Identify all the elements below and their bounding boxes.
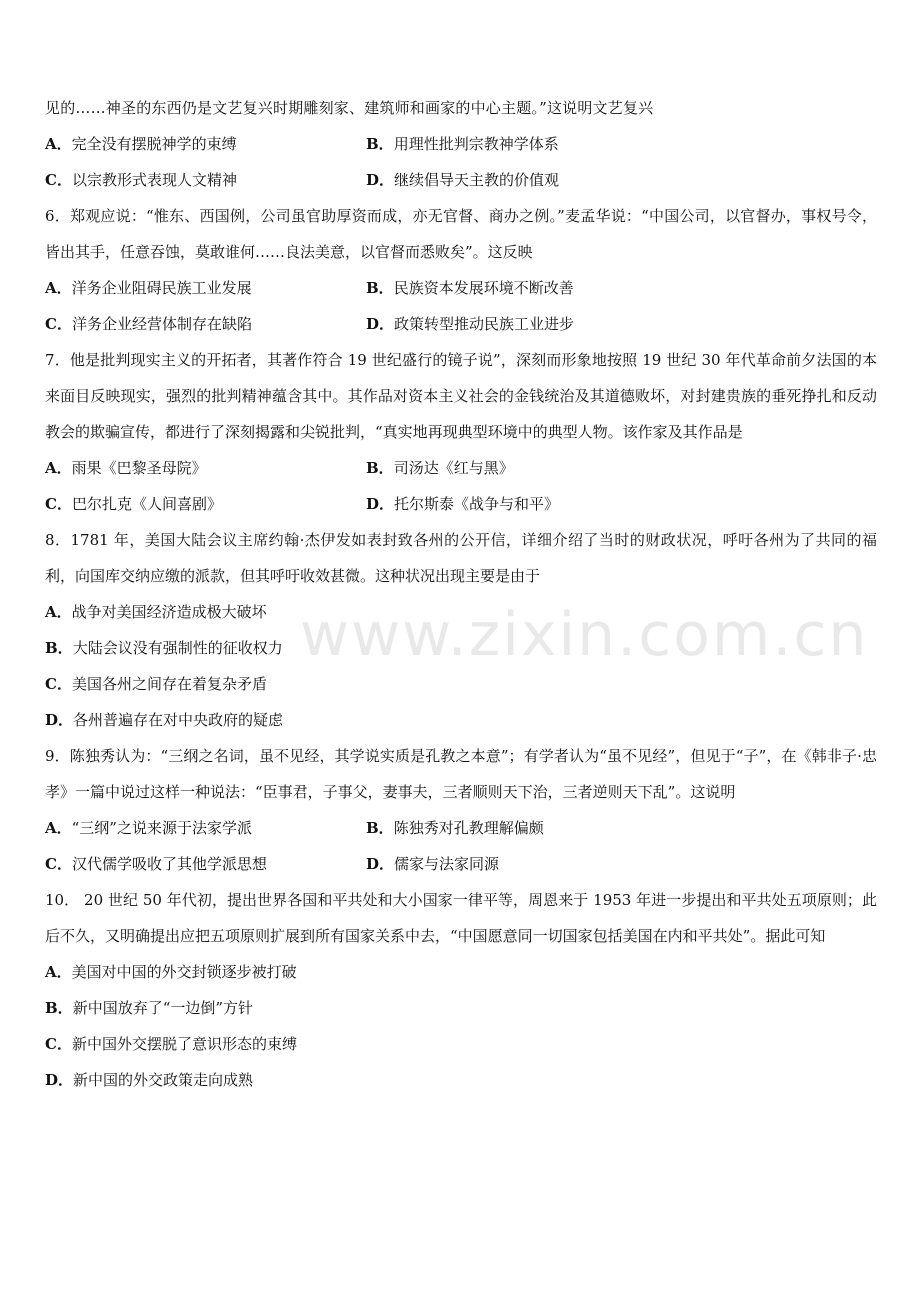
q7-options-row-2 xyxy=(45,486,877,522)
q9-option-c[interactable] xyxy=(45,846,366,882)
q5-option-a[interactable] xyxy=(45,126,366,162)
option-letter: C． xyxy=(45,171,72,189)
option-text: 美国各州之间存在着复杂矛盾 xyxy=(71,675,267,693)
option-text: 新中国放弃了“一边倒”方针 xyxy=(72,999,254,1017)
q9-option-b[interactable] xyxy=(366,810,687,846)
q5-options-row-2 xyxy=(45,162,877,198)
option-letter: B． xyxy=(366,819,394,837)
option-letter: C． xyxy=(45,315,72,333)
option-text: 以宗教形式表现人文精神 xyxy=(71,171,237,189)
q9-option-d[interactable] xyxy=(366,846,687,882)
option-letter: A． xyxy=(45,135,72,153)
option-text: 继续倡导天主教的价值观 xyxy=(394,171,560,189)
q10-option-c[interactable] xyxy=(45,1026,877,1062)
option-letter: C． xyxy=(45,1035,72,1053)
option-text: 雨果《巴黎圣母院》 xyxy=(71,459,207,477)
option-letter: A． xyxy=(45,279,72,297)
option-letter: D． xyxy=(45,1071,74,1089)
option-letter: B． xyxy=(45,639,73,657)
q7-option-c[interactable] xyxy=(45,486,366,522)
option-text: 新中国的外交政策走向成熟 xyxy=(73,1071,254,1089)
q10-option-d[interactable] xyxy=(45,1062,877,1098)
option-letter: A． xyxy=(45,963,72,981)
watermark: www.zixin.com.cn xyxy=(300,600,869,670)
option-letter: D． xyxy=(366,171,395,189)
q5-option-c[interactable] xyxy=(45,162,366,198)
q5-option-d[interactable] xyxy=(366,162,687,198)
option-text: 各州普遍存在对中央政府的疑虑 xyxy=(73,711,284,729)
q9-stem: 9．陈独秀认为：“三纲之名词，虽不见经，其学说实质是孔教之本意”；有学者认为“虽不见经”，但见于“子”，在《韩非子·忠孝》一篇中说过这样一种说法：“臣事君，子事父，妻事夫，三者顺则天下治，三者逆则天下乱”。这说明 xyxy=(45,747,877,801)
q8-option-d[interactable] xyxy=(45,702,877,738)
option-letter: D． xyxy=(366,315,395,333)
option-text: 完全没有摆脱神学的束缚 xyxy=(71,135,237,153)
q6-option-a[interactable] xyxy=(45,270,366,306)
q10-option-a[interactable] xyxy=(45,954,877,990)
option-text: 政策转型推动民族工业进步 xyxy=(394,315,575,333)
option-text: 美国对中国的外交封锁逐步被打破 xyxy=(71,963,297,981)
intro-line: 见的……神圣的东西仍是文艺复兴时期雕刻家、建筑师和画家的中心主题。”这说明文艺复兴 xyxy=(45,99,654,117)
option-text: 洋务企业经营体制存在缺陷 xyxy=(71,315,252,333)
q6-option-d[interactable] xyxy=(366,306,687,342)
option-letter: C． xyxy=(45,675,72,693)
q7-stem: 7．他是批判现实主义的开拓者，其著作符合 19 世纪盛行的镜子说”，深刻而形象地按照 19 世纪 30 年代革命前夕法国的本来面目反映现实，强烈的批判精神蕴含其中。其作品对资本主义社会的金钱统治及其道德败坏，对封建贵族的垂死挣扎和反动教会的欺骗宣传，都进行了深刻揭露和尖锐批判，“真实地再现典型环境中的典型人物。该作家及其作品是 xyxy=(45,351,877,441)
q9-options-row-2 xyxy=(45,846,877,882)
q10-option-b[interactable] xyxy=(45,990,877,1026)
q6-stem: 6．郑观应说：“惟东、西国例，公司虽官助厚资而成，亦无官督、商办之例。”麦孟华说：“中国公司，以官督办，事权号令，皆出其手，任意吞蚀，莫敢谁何……良法美意，以官督而悉败矣”。这反映 xyxy=(45,207,877,261)
q9-option-a[interactable] xyxy=(45,810,366,846)
option-text: 战争对美国经济造成极大破坏 xyxy=(71,603,267,621)
option-text: 汉代儒学吸收了其他学派思想 xyxy=(71,855,267,873)
option-letter: D． xyxy=(366,855,395,873)
option-letter: B． xyxy=(366,135,394,153)
q6-options-row-1 xyxy=(45,270,877,306)
q9-options-row-1 xyxy=(45,810,877,846)
option-text: 大陆会议没有强制性的征收权力 xyxy=(72,639,283,657)
option-text: 陈独秀对孔教理解偏颇 xyxy=(393,819,544,837)
option-letter: A． xyxy=(45,459,72,477)
option-letter: B． xyxy=(45,999,73,1017)
option-letter: A． xyxy=(45,603,72,621)
q7-option-d[interactable] xyxy=(366,486,687,522)
option-letter: C． xyxy=(45,855,72,873)
option-text: 洋务企业阻碍民族工业发展 xyxy=(71,279,252,297)
option-text: 司汤达《红与黑》 xyxy=(393,459,514,477)
option-letter: D． xyxy=(366,495,395,513)
q8-stem: 8．1781 年，美国大陆会议主席约翰·杰伊发如表封致各州的公开信，详细介绍了当时的财政状况，呼吁各州为了共同的福利，向国库交纳应缴的派款，但其呼吁收效甚微。这种状况出现主要是由于 xyxy=(45,531,877,585)
option-text: “三纲”之说来源于法家学派 xyxy=(71,819,252,837)
q7-options-row-1 xyxy=(45,450,877,486)
option-letter: B． xyxy=(366,459,394,477)
q6-option-b[interactable] xyxy=(366,270,687,306)
option-text: 新中国外交摆脱了意识形态的束缚 xyxy=(71,1035,297,1053)
option-text: 巴尔扎克《人间喜剧》 xyxy=(71,495,222,513)
q10-stem: 10． 20 世纪 50 年代初，提出世界各国和平共处和大小国家一律平等，周恩来于 1953 年进一步提出和平共处五项原则；此后不久，又明确提出应把五项原则扩展到所有国家关系中去，“中国愿意同一切国家包括美国在内和平共处”。据此可知 xyxy=(45,891,877,945)
q5-option-b[interactable] xyxy=(366,126,687,162)
q5-options-row-1 xyxy=(45,126,877,162)
option-letter: D． xyxy=(45,711,74,729)
q7-option-a[interactable] xyxy=(45,450,366,486)
q6-options-row-2 xyxy=(45,306,877,342)
q8-option-b[interactable] xyxy=(45,630,877,666)
q8-option-a[interactable] xyxy=(45,594,877,630)
option-text: 用理性批判宗教神学体系 xyxy=(393,135,559,153)
exam-content xyxy=(45,90,877,1098)
option-text: 民族资本发展环境不断改善 xyxy=(393,279,574,297)
q7-option-b[interactable] xyxy=(366,450,687,486)
option-text: 托尔斯泰《战争与和平》 xyxy=(394,495,560,513)
option-text: 儒家与法家同源 xyxy=(394,855,500,873)
option-letter: C． xyxy=(45,495,72,513)
q8-option-c[interactable] xyxy=(45,666,877,702)
q6-option-c[interactable] xyxy=(45,306,366,342)
option-letter: B． xyxy=(366,279,394,297)
option-letter: A． xyxy=(45,819,72,837)
